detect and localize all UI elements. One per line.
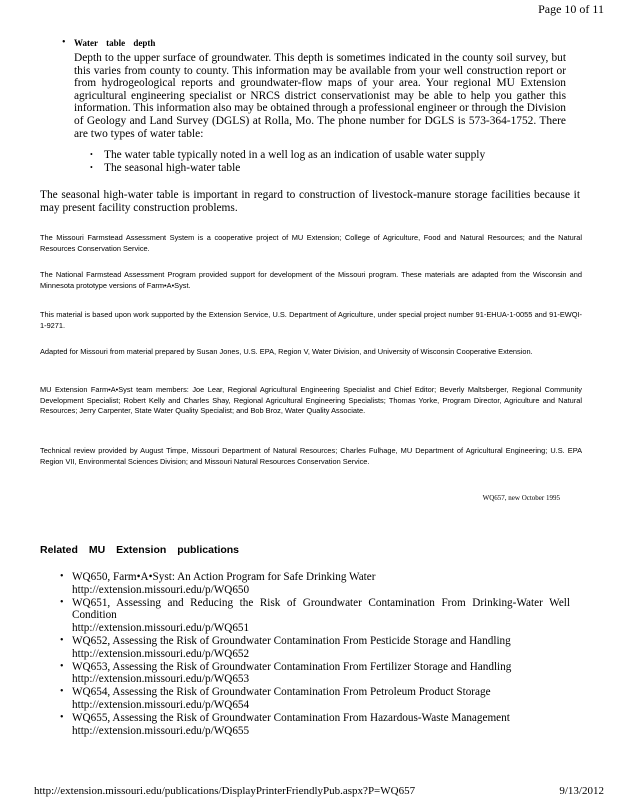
credit-paragraph: Adapted for Missouri from material prepared by Susan Jones, U.S. EPA, Region V, Water Division, and University of Wisconsin Cooperative Extension. (40, 347, 533, 356)
publication-title: • WQ652, Assessing the Risk of Groundwater Contamination From Pesticide Storage and Handling (72, 634, 511, 647)
publication-link[interactable]: http://extension.missouri.edu/p/WQ652 (72, 647, 250, 660)
publication-link[interactable]: http://extension.missouri.edu/p/WQ653 (72, 673, 250, 686)
footer-date: 9/13/2012 (559, 785, 604, 797)
related-publications-list (62, 571, 570, 737)
related-publications-heading: Related MU Extension publications (40, 544, 240, 556)
footer-url: http://extension.missouri.edu/publications/DisplayPrinterFriendlyPub.aspx?P=WQ657 (34, 785, 416, 797)
publication-title: • WQ654, Assessing the Risk of Groundwater Contamination From Petroleum Product Storage (72, 686, 491, 699)
list-item: • The water table typically noted in a well log as an indication of usable water supply (90, 149, 485, 162)
water-table-body: Depth to the upper surface of groundwater. This depth is sometimes indicated in the county soil survey, but this varies from county to county. This information may be available from your well construction report or from hydrogeological reports and groundwater-flow maps of your area. Your regional MU Extension agricultural engineering specialist or NRCS district conservationist may be able to help you gather this information. This information also may be obtained through a professional engineer or through the Division of Geology and Land Survey (DGLS) at Rolla, Mo. The phone number for DGLS is 573-364-1752. There are two types of water table: (74, 52, 566, 140)
list-item (62, 635, 570, 661)
credit-paragraph: The Missouri Farmstead Assessment System is a cooperative project of MU Extension; College of Agriculture, Food and Natural Resources; and the Natural Resources Conservation Service. (40, 233, 582, 253)
credit-paragraph: This material is based upon work supported by the Extension Service, U.S. Department of Agriculture, under special project number 91-EHUA-1-0055 and 91-EWQI-1-9271. (40, 310, 582, 330)
seasonal-note: The seasonal high-water table is important in regard to construction of livestock-manure storage facilities because it may present facility construction problems. (40, 189, 580, 214)
publication-link[interactable]: http://extension.missouri.edu/p/WQ651 (72, 622, 250, 635)
list-item (62, 571, 570, 597)
list-item (62, 661, 570, 687)
publication-title: • WQ650, Farm•A•Syst: An Action Program for Safe Drinking Water (72, 571, 376, 583)
list-item: • The seasonal high-water table (90, 162, 485, 175)
publication-title: • WQ651, Assessing and Reducing the Risk of Groundwater Contamination From Drinking-Water Well Condition (72, 596, 570, 622)
list-item (62, 686, 570, 712)
water-table-types (90, 149, 485, 175)
water-table-heading: Water table depth (74, 38, 156, 48)
publication-number-note: WQ657, new October 1995 (482, 494, 560, 502)
publication-link[interactable]: http://extension.missouri.edu/p/WQ655 (72, 724, 250, 737)
credit-paragraph: The National Farmstead Assessment Program provided support for development of the Missouri program. These materials are adapted from the Wisconsin and Minnesota prototype versions of Farm•A•Syst. (40, 270, 582, 290)
credit-paragraph: MU Extension Farm•A•Syst team members: Joe Lear, Regional Agricultural Engineering Specialist and Chief Editor; Beverly Maltsberger, Regional Community Development Specialist; Robert Kelly and Charles Shay, Regional Agricultural Engineering Specialists; Thomas Yorke, Program Director, Agriculture and Natural Resources; Jerry Carpenter, State Water Quality Specialist; and Bob Broz, Water Quality Associate. (40, 385, 582, 415)
publication-link[interactable]: http://extension.missouri.edu/p/WQ650 (72, 583, 250, 596)
page-indicator: Page 10 of 11 (538, 2, 604, 16)
credit-paragraph: Technical review provided by August Timpe, Missouri Department of Natural Resources; Charles Fulhage, MU Department of Agricultural Engineering; U.S. EPA Region VII, Environmental Sciences Division; and Missouri Natural Resources Conservation Service. (40, 446, 582, 466)
list-item (62, 597, 570, 635)
publication-title: • WQ655, Assessing the Risk of Groundwater Contamination From Hazardous-Waste Management (72, 711, 510, 724)
list-item (62, 712, 570, 738)
publication-link[interactable]: http://extension.missouri.edu/p/WQ654 (72, 698, 250, 711)
publication-title: • WQ653, Assessing the Risk of Groundwater Contamination From Fertilizer Storage and Handling (72, 660, 512, 673)
bullet-icon: • (62, 37, 66, 48)
